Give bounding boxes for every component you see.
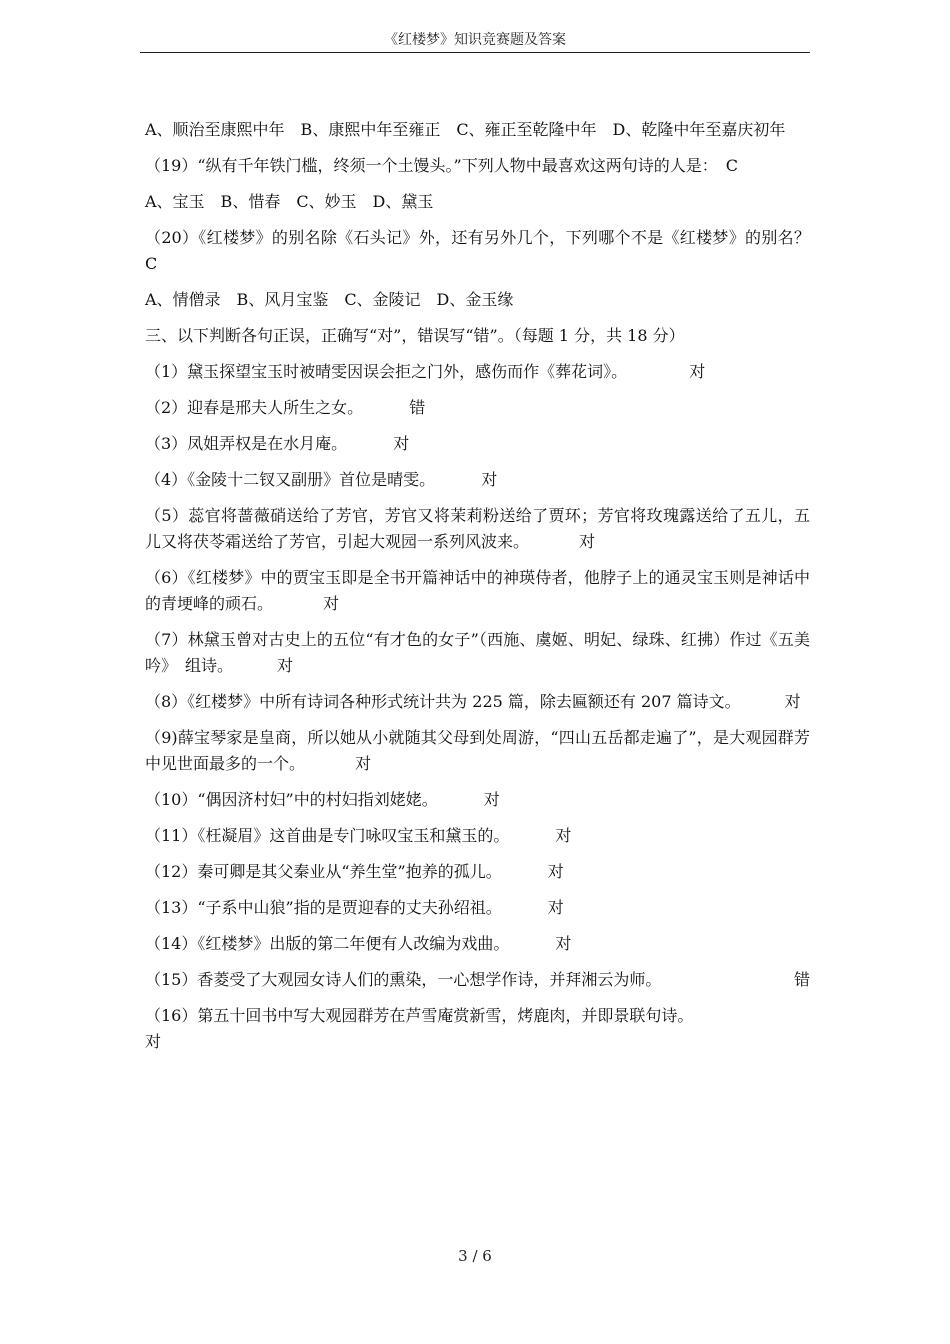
judgement-item-11 <box>145 823 810 849</box>
judgement-item-5 <box>145 503 810 555</box>
judgement-item-4 <box>145 467 810 493</box>
judgement-statement: （9)薛宝琴家是皇商，所以她从小就随其父母到处周游，“四山五岳都走遍了”，是大观园群芳中见世面最多的一个。 <box>145 728 810 773</box>
q20-options <box>145 287 810 313</box>
judgement-item-1 <box>145 359 810 385</box>
judgement-statement: （5）蕊官将蔷薇硝送给了芳官，芳官又将茉莉粉送给了贾环；芳官将玫瑰露送给了五儿，五儿又将茯苓霜送给了芳官，引起大观园一系列风波来。 <box>145 506 810 551</box>
judgement-item-2 <box>145 395 810 421</box>
judgement-item-9 <box>145 725 810 777</box>
judgement-item-16 <box>145 1003 810 1055</box>
judgement-item-12 <box>145 859 810 885</box>
judgement-statement: （10）“偶因济村妇”中的村妇指刘姥姥。 <box>145 790 438 809</box>
judgement-item-3 <box>145 431 810 457</box>
judgement-item-10 <box>145 787 810 813</box>
section-three-heading <box>145 323 810 349</box>
judgement-answer: 对 <box>555 934 572 953</box>
page-number: 3 / 6 <box>458 1247 492 1265</box>
judgement-answer: 对 <box>555 826 572 845</box>
judgement-statement: （7）林黛玉曾对古史上的五位“有才色的女子”（西施、虞姬、明妃、绿珠、红拂）作过《五美吟》 组诗。 <box>145 630 810 675</box>
q20-question <box>145 225 810 277</box>
judgement-item-7 <box>145 627 810 679</box>
judgement-answer: 对 <box>277 656 294 675</box>
q18-options <box>145 117 810 143</box>
judgement-answer: 对 <box>579 532 596 551</box>
judgement-statement: （14）《红楼梦》出版的第二年便有人改编为戏曲。 <box>145 934 510 953</box>
judgement-answer: 对 <box>323 594 340 613</box>
q18-options-text: A、顺治至康熙中年 B、康熙中年至雍正 C、雍正至乾隆中年 D、乾隆中年至嘉庆初年 <box>145 120 786 139</box>
header-divider <box>140 52 810 53</box>
judgement-item-8 <box>145 689 810 715</box>
judgement-answer: 对 <box>483 790 500 809</box>
judgement-answer: 对 <box>145 1032 162 1051</box>
judgement-answer: 对 <box>393 434 410 453</box>
judgement-statement: （11）《枉凝眉》这首曲是专门咏叹宝玉和黛玉的。 <box>145 826 510 845</box>
q20-options-text: A、情僧录 B、风月宝鉴 C、金陵记 D、金玉缘 <box>145 290 514 309</box>
judgement-item-15 <box>145 967 810 993</box>
judgement-statement: （2）迎春是邢夫人所生之女。 <box>145 398 364 417</box>
judgement-answer: 对 <box>547 898 564 917</box>
q19-options <box>145 189 810 215</box>
q19-options-text: A、宝玉 B、惜春 C、妙玉 D、黛玉 <box>145 192 434 211</box>
judgement-statement: （4）《金陵十二钗又副册》首位是晴雯。 <box>145 470 436 489</box>
judgement-statement: （16）第五十回书中写大观园群芳在芦雪庵赏新雪，烤鹿肉，并即景联句诗。 <box>145 1006 694 1025</box>
judgement-answer: 错 <box>409 398 426 417</box>
judgement-answer: 对 <box>689 362 706 381</box>
judgement-statement: （1）黛玉探望宝玉时被晴雯因误会拒之门外，感伤而作《葬花词》。 <box>145 362 628 381</box>
judgement-answer: 对 <box>547 862 564 881</box>
judgement-item-13 <box>145 895 810 921</box>
judgement-statement: （6）《红楼梦》中的贾宝玉即是全书开篇神话中的神瑛侍者，他脖子上的通灵宝玉则是神话中的青埂峰的顽石。 <box>145 568 810 613</box>
judgement-statement: （15）香菱受了大观园女诗人们的熏染，一心想学作诗，并拜湘云为师。 <box>145 970 662 989</box>
judgement-answer: 错 <box>793 970 810 989</box>
section-three-heading-text: 三、以下判断各句正误，正确写“对”，错误写“错”。（每题 1 分，共 18 分） <box>145 326 685 345</box>
q19-question <box>145 153 810 179</box>
judgement-answer: 对 <box>481 470 498 489</box>
judgement-statement: （8）《红楼梦》中所有诗词各种形式统计共为 225 篇，除去匾额还有 207 篇诗文。 <box>145 692 741 711</box>
document-body <box>145 117 810 1065</box>
judgement-answer: 对 <box>355 754 372 773</box>
judgement-statement: （12）秦可卿是其父秦业从“养生堂”抱养的孤儿。 <box>145 862 502 881</box>
q19-question-text: （19）“纵有千年铁门槛，终须一个土馒头。”下列人物中最喜欢这两句诗的人是： C <box>145 156 738 175</box>
judgement-answer: 对 <box>784 692 801 711</box>
judgement-item-6 <box>145 565 810 617</box>
page-header-title: 《红楼梦》知识竞赛题及答案 <box>384 32 566 48</box>
judgement-statement: （13）“子系中山狼”指的是贾迎春的丈夫孙绍祖。 <box>145 898 502 917</box>
judgement-statement: （3）凤姐弄权是在水月庵。 <box>145 434 348 453</box>
q20-question-text: （20）《红楼梦》的别名除《石头记》外，还有另外几个，下列哪个不是《红楼梦》的别名？ C <box>145 228 810 273</box>
judgement-item-14 <box>145 931 810 957</box>
